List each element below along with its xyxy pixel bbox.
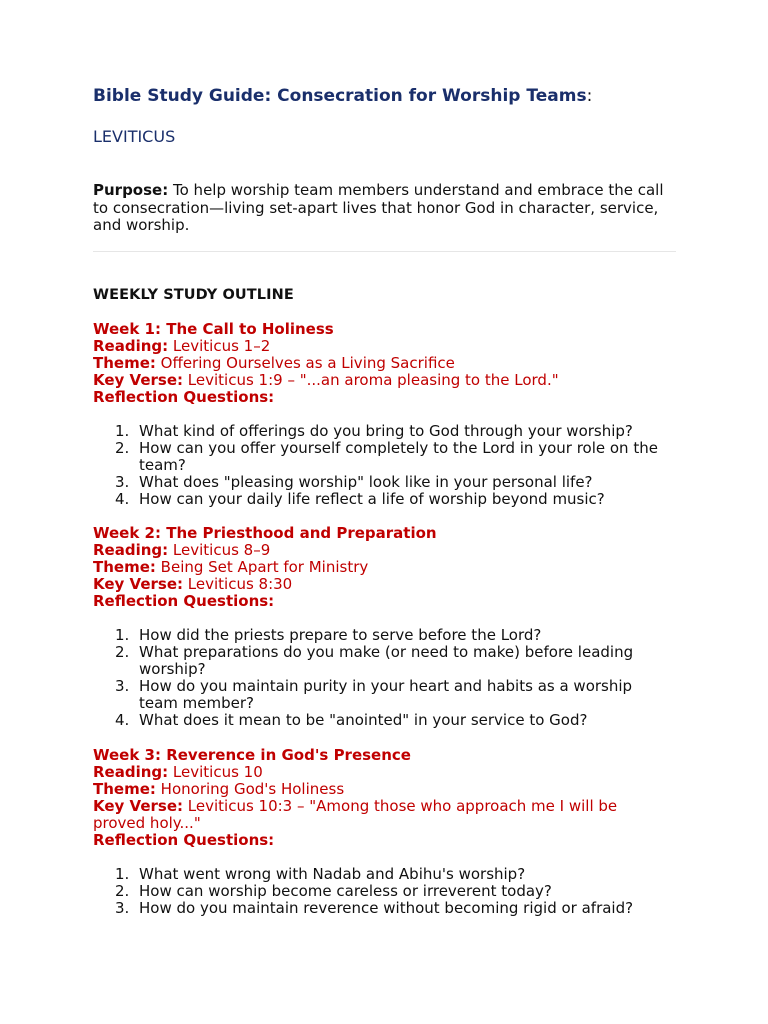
question-text: What kind of offerings do you bring to God through your worship? [139, 422, 633, 440]
reading-value: Leviticus 1–2 [172, 337, 271, 355]
key-verse-value: Leviticus 8:30 [187, 575, 293, 593]
theme-value: Honoring God's Holiness [160, 780, 345, 798]
question-item [93, 866, 673, 883]
document-title-colon: : [586, 86, 593, 106]
question-text: How can your daily life reflect a life of worship beyond music? [139, 490, 605, 508]
question-item [93, 627, 673, 644]
key-verse-label: Key Verse: [93, 371, 183, 389]
question-item [93, 900, 673, 917]
question-text: How can worship become careless or irreverent today? [139, 882, 552, 900]
reading-label: Reading: [93, 541, 169, 559]
question-text: What does "pleasing worship" look like in your personal life? [139, 473, 593, 491]
question-number: 1. [115, 422, 130, 440]
question-number: 2. [115, 643, 130, 661]
question-text: How did the priests prepare to serve before the Lord? [139, 626, 542, 644]
key-verse-value: Leviticus 10:3 – "Among those who approach me I will be proved holy..." [93, 797, 618, 832]
reading-value: Leviticus 10 [172, 763, 263, 781]
question-number: 1. [115, 626, 130, 644]
purpose-paragraph [93, 182, 673, 235]
reflection-label: Reflection Questions: [93, 831, 275, 849]
week-title: Week 1: The Call to Holiness [93, 320, 334, 338]
week-theme [93, 355, 673, 372]
week-section-2 [93, 525, 673, 729]
question-text: What preparations do you make (or need to make) before leading worship? [139, 643, 634, 678]
document-title-text: Bible Study Guide: Consecration for Worship Teams [93, 86, 587, 106]
question-number: 1. [115, 865, 130, 883]
theme-value: Offering Ourselves as a Living Sacrifice [160, 354, 455, 372]
week-theme [93, 559, 673, 576]
question-item [93, 491, 673, 508]
question-number: 2. [115, 439, 130, 457]
document-title [93, 86, 693, 106]
section-divider [93, 251, 676, 252]
reading-value: Leviticus 8–9 [172, 541, 271, 559]
reading-label: Reading: [93, 763, 169, 781]
question-text: What does it mean to be "anointed" in your service to God? [139, 711, 588, 729]
theme-label: Theme: [93, 780, 156, 798]
week-key-verse [93, 798, 673, 832]
question-list [93, 423, 673, 508]
question-text: How do you maintain reverence without becoming rigid or afraid? [139, 899, 634, 917]
reflection-label: Reflection Questions: [93, 388, 275, 406]
reading-label: Reading: [93, 337, 169, 355]
week-section-3 [93, 747, 673, 917]
week-reading [93, 338, 673, 355]
week-key-verse [93, 372, 673, 389]
week-title: Week 2: The Priesthood and Preparation [93, 524, 437, 542]
key-verse-label: Key Verse: [93, 575, 183, 593]
reflection-label: Reflection Questions: [93, 592, 275, 610]
question-item [93, 712, 673, 729]
question-number: 3. [115, 473, 130, 491]
key-verse-value: Leviticus 1:9 – "...an aroma pleasing to the Lord." [187, 371, 559, 389]
question-item [93, 644, 673, 678]
key-verse-label: Key Verse: [93, 797, 183, 815]
question-text: How can you offer yourself completely to the Lord in your role on the team? [139, 439, 658, 474]
question-item [93, 423, 673, 440]
question-list [93, 866, 673, 917]
question-text: How do you maintain purity in your heart and habits as a worship team member? [139, 677, 633, 712]
week-reading [93, 542, 673, 559]
week-reading [93, 764, 673, 781]
purpose-label: Purpose: [93, 181, 169, 199]
theme-label: Theme: [93, 558, 156, 576]
question-text: What went wrong with Nadab and Abihu's worship? [139, 865, 526, 883]
week-key-verse [93, 576, 673, 593]
question-number: 4. [115, 490, 130, 508]
week-title: Week 3: Reverence in God's Presence [93, 746, 411, 764]
question-list [93, 627, 673, 729]
question-item [93, 474, 673, 491]
question-number: 3. [115, 677, 130, 695]
week-section-1 [93, 321, 673, 508]
book-name: LEVITICUS [93, 127, 176, 146]
outline-heading: WEEKLY STUDY OUTLINE [93, 287, 294, 303]
question-number: 3. [115, 899, 130, 917]
theme-label: Theme: [93, 354, 156, 372]
question-item [93, 678, 673, 712]
question-item [93, 883, 673, 900]
question-number: 4. [115, 711, 130, 729]
purpose-text: To help worship team members understand and embrace the call to consecration—living set-apart lives that honor God in character, service, and worship. [93, 181, 664, 234]
question-item [93, 440, 673, 474]
question-number: 2. [115, 882, 130, 900]
theme-value: Being Set Apart for Ministry [160, 558, 369, 576]
week-theme [93, 781, 673, 798]
